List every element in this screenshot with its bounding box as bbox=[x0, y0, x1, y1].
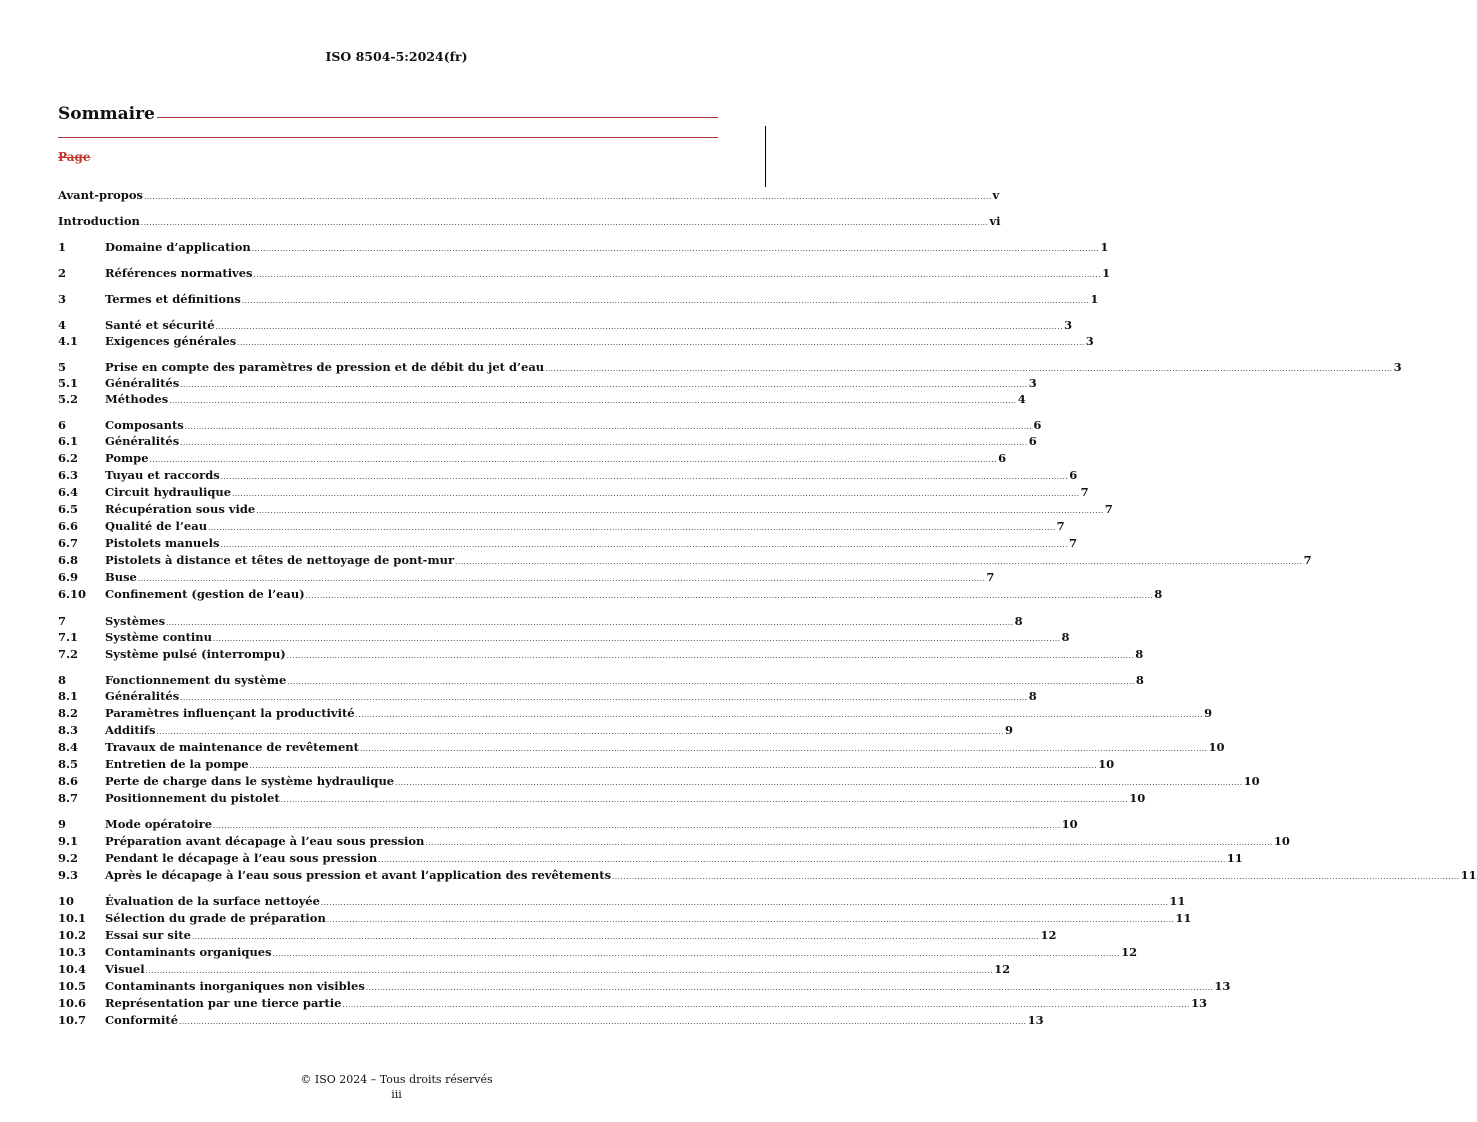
toc-entry-number: 4.1 bbox=[58, 334, 79, 348]
toc-entry[interactable] bbox=[58, 945, 1138, 960]
toc-entry[interactable] bbox=[58, 1013, 1044, 1028]
toc-entry[interactable] bbox=[58, 214, 1001, 229]
toc-dot-leader: ............................................................................................................................................................................................................................................................................................................ bbox=[287, 678, 1135, 686]
toc-entry-label: Paramètres influençant la productivité bbox=[105, 706, 355, 720]
toc-entry-page: 12 bbox=[994, 962, 1011, 976]
toc-entry-page: 6 bbox=[998, 451, 1007, 465]
toc-entry-number: 10.2 bbox=[58, 928, 87, 942]
toc-entry[interactable] bbox=[58, 774, 1260, 789]
toc-entry[interactable] bbox=[58, 962, 1011, 977]
toc-entry-number: 9 bbox=[58, 817, 67, 831]
toc-entry[interactable] bbox=[58, 536, 1077, 551]
toc-entry[interactable] bbox=[58, 757, 1115, 772]
toc-entry-number: 7 bbox=[58, 614, 67, 628]
toc-dot-leader: ............................................................................................................................................................................................................................................................................................................ bbox=[213, 635, 1061, 643]
toc-dot-leader: ............................................................................................................................................................................................................................................................................................................ bbox=[220, 541, 1068, 549]
toc-entry[interactable] bbox=[58, 451, 1007, 466]
toc-entry-page: 3 bbox=[1028, 376, 1037, 390]
toc-entry[interactable] bbox=[58, 928, 1057, 943]
toc-entry[interactable] bbox=[58, 647, 1144, 662]
toc-dot-leader: ............................................................................................................................................................................................................................................................................................................ bbox=[184, 423, 1033, 431]
toc-entry-label: Santé et sécurité bbox=[105, 318, 215, 332]
toc-dot-leader: ............................................................................................................................................................................................................................................................................................................ bbox=[612, 873, 1460, 881]
toc-entry[interactable] bbox=[58, 434, 1037, 449]
toc-entry-page: 7 bbox=[1104, 502, 1113, 516]
toc-entry[interactable] bbox=[58, 630, 1070, 645]
toc-dot-leader: ............................................................................................................................................................................................................................................................................................................ bbox=[251, 245, 1100, 253]
toc-entry-number: 8 bbox=[58, 673, 67, 687]
toc-dot-leader: ............................................................................................................................................................................................................................................................................................................ bbox=[215, 323, 1064, 331]
toc-entry-page: 13 bbox=[1214, 979, 1231, 993]
toc-entry[interactable] bbox=[58, 519, 1065, 534]
toc-entry-page: 12 bbox=[1121, 945, 1138, 959]
toc-entry-page: 11 bbox=[1175, 911, 1192, 925]
toc-entry[interactable] bbox=[58, 502, 1113, 517]
toc-entry[interactable] bbox=[58, 553, 1312, 568]
toc-entry[interactable] bbox=[58, 468, 1078, 483]
toc-entry[interactable] bbox=[58, 360, 1402, 375]
document-id-header: ISO 8504-5:2024(fr) bbox=[325, 49, 468, 64]
toc-dot-leader: ............................................................................................................................................................................................................................................................................................................ bbox=[256, 507, 1104, 515]
toc-entry[interactable] bbox=[58, 791, 1146, 806]
toc-entry[interactable] bbox=[58, 817, 1078, 832]
contents-title: Sommaire bbox=[58, 104, 155, 124]
toc-dot-leader: ............................................................................................................................................................................................................................................................................................................ bbox=[180, 381, 1028, 389]
toc-dot-leader: ............................................................................................................................................................................................................................................................................................................ bbox=[326, 916, 1175, 924]
toc-entry[interactable] bbox=[58, 392, 1026, 407]
toc-entry[interactable] bbox=[58, 334, 1094, 349]
toc-entry-label: Domaine d’application bbox=[105, 240, 251, 254]
toc-entry[interactable] bbox=[58, 851, 1243, 866]
toc-entry-page: 8 bbox=[1028, 689, 1037, 703]
toc-entry-label: Positionnement du pistolet bbox=[105, 791, 280, 805]
toc-entry[interactable] bbox=[58, 740, 1225, 755]
toc-entry-page: 8 bbox=[1135, 647, 1144, 661]
toc-entry-number: 8.2 bbox=[58, 706, 79, 720]
toc-entry-label: Termes et définitions bbox=[105, 292, 241, 306]
toc-entry-page: 7 bbox=[1056, 519, 1065, 533]
toc-entry-label: Récupération sous vide bbox=[105, 502, 256, 516]
toc-entry[interactable] bbox=[58, 292, 1099, 307]
toc-entry-page: 10 bbox=[1243, 774, 1260, 788]
toc-entry-number: 5 bbox=[58, 360, 67, 374]
toc-entry-number: 6.10 bbox=[58, 587, 87, 601]
toc-entry-label: Contaminants inorganiques non visibles bbox=[105, 979, 365, 993]
toc-entry-page: 1 bbox=[1100, 240, 1109, 254]
toc-entry[interactable] bbox=[58, 485, 1089, 500]
toc-entry[interactable] bbox=[58, 376, 1037, 391]
toc-entry-number: 7.1 bbox=[58, 630, 79, 644]
toc-entry-page: 4 bbox=[1017, 392, 1026, 406]
toc-entry-page: 3 bbox=[1393, 360, 1402, 374]
toc-entry[interactable] bbox=[58, 996, 1207, 1011]
toc-dot-leader: ............................................................................................................................................................................................................................................................................................................ bbox=[180, 694, 1028, 702]
toc-entry-number: 6.3 bbox=[58, 468, 79, 482]
toc-entry-label: Généralités bbox=[105, 376, 180, 390]
toc-entry-page: 10 bbox=[1273, 834, 1290, 848]
toc-entry-page: 10 bbox=[1208, 740, 1225, 754]
toc-entry-number: 6.6 bbox=[58, 519, 79, 533]
toc-entry-number: 1 bbox=[58, 240, 67, 254]
toc-entry-page: 13 bbox=[1190, 996, 1207, 1010]
toc-dot-leader: ............................................................................................................................................................................................................................................................................................................ bbox=[145, 967, 994, 975]
toc-entry[interactable] bbox=[58, 587, 1163, 602]
toc-dot-leader: ............................................................................................................................................................................................................................................................................................................ bbox=[359, 745, 1208, 753]
toc-entry-label: Pistolets manuels bbox=[105, 536, 220, 550]
toc-entry-label: Représentation par une tierce partie bbox=[105, 996, 342, 1010]
toc-entry-page: 8 bbox=[1154, 587, 1163, 601]
toc-entry-page: 6 bbox=[1033, 418, 1042, 432]
toc-entry-number: 4 bbox=[58, 318, 67, 332]
toc-entry-label: Prise en compte des paramètres de pression et de débit du jet d’eau bbox=[105, 360, 545, 374]
toc-entry-number: 5.2 bbox=[58, 392, 79, 406]
toc-entry-page: vi bbox=[989, 214, 1001, 228]
toc-entry[interactable] bbox=[58, 188, 1000, 203]
toc-entry-number: 8.5 bbox=[58, 757, 79, 771]
toc-dot-leader: ............................................................................................................................................................................................................................................................................................................ bbox=[425, 839, 1273, 847]
toc-entry-page: 7 bbox=[1068, 536, 1077, 550]
toc-entry-label: Références normatives bbox=[105, 266, 253, 280]
toc-entry-page: 3 bbox=[1085, 334, 1094, 348]
toc-entry[interactable] bbox=[58, 868, 1477, 883]
toc-entry-label: Tuyau et raccords bbox=[105, 468, 220, 482]
toc-dot-leader: ............................................................................................................................................................................................................................................................................................................ bbox=[286, 652, 1135, 660]
toc-dot-leader: ............................................................................................................................................................................................................................................................................................................ bbox=[355, 711, 1204, 719]
toc-dot-leader: ............................................................................................................................................................................................................................................................................................................ bbox=[253, 271, 1102, 279]
toc-entry-label: Avant-propos bbox=[58, 188, 143, 202]
page-column-label: Page bbox=[58, 150, 91, 164]
toc-entry-label: Additifs bbox=[105, 723, 156, 737]
toc-dot-leader: ............................................................................................................................................................................................................................................................................................................ bbox=[169, 397, 1017, 405]
toc-entry-number: 10.5 bbox=[58, 979, 87, 993]
toc-entry-page: 7 bbox=[1080, 485, 1089, 499]
toc-entry-label: Pistolets à distance et têtes de nettoyage de pont-mur bbox=[105, 553, 455, 567]
toc-entry-label: Introduction bbox=[58, 214, 140, 228]
toc-dot-leader: ............................................................................................................................................................................................................................................................................................................ bbox=[232, 490, 1080, 498]
toc-entry[interactable] bbox=[58, 318, 1073, 333]
toc-entry-label: Composants bbox=[105, 418, 184, 432]
toc-entry[interactable] bbox=[58, 614, 1023, 629]
toc-dot-leader: ............................................................................................................................................................................................................................................................................................................ bbox=[280, 796, 1129, 804]
toc-dot-leader: ............................................................................................................................................................................................................................................................................................................ bbox=[365, 984, 1214, 992]
toc-entry-page: 11 bbox=[1226, 851, 1243, 865]
toc-entry[interactable] bbox=[58, 673, 1144, 688]
toc-entry[interactable] bbox=[58, 979, 1231, 994]
toc-dot-leader: ............................................................................................................................................................................................................................................................................................................ bbox=[545, 365, 1393, 373]
toc-dot-leader: ............................................................................................................................................................................................................................................................................................................ bbox=[144, 193, 992, 201]
toc-entry[interactable] bbox=[58, 266, 1111, 281]
toc-entry-label: Généralités bbox=[105, 434, 180, 448]
toc-entry-page: 9 bbox=[1005, 723, 1014, 737]
toc-dot-leader: ............................................................................................................................................................................................................................................................................................................ bbox=[140, 219, 989, 227]
toc-entry[interactable] bbox=[58, 240, 1109, 255]
toc-entry-label: Pompe bbox=[105, 451, 149, 465]
toc-entry-number: 10.1 bbox=[58, 911, 87, 925]
toc-dot-leader: ............................................................................................................................................................................................................................................................................................................ bbox=[179, 1018, 1027, 1026]
toc-entry-page: 1 bbox=[1090, 292, 1099, 306]
toc-entry-page: v bbox=[992, 188, 1000, 202]
toc-entry-label: Qualité de l’eau bbox=[105, 519, 208, 533]
toc-dot-leader: ............................................................................................................................................................................................................................................................................................................ bbox=[342, 1001, 1190, 1009]
toc-entry[interactable] bbox=[58, 723, 1014, 738]
toc-dot-leader: ............................................................................................................................................................................................................................................................................................................ bbox=[166, 619, 1014, 627]
toc-entry-number: 10 bbox=[58, 894, 75, 908]
toc-entry-page: 11 bbox=[1460, 868, 1477, 882]
toc-entry-label: Visuel bbox=[105, 962, 145, 976]
toc-entry-page: 10 bbox=[1129, 791, 1146, 805]
toc-entry-label: Système pulsé (interrompu) bbox=[105, 647, 286, 661]
toc-entry-label: Systèmes bbox=[105, 614, 166, 628]
toc-entry-number: 6 bbox=[58, 418, 67, 432]
toc-entry-number: 6.2 bbox=[58, 451, 79, 465]
toc-dot-leader: ............................................................................................................................................................................................................................................................................................................ bbox=[208, 524, 1056, 532]
toc-entry-label: Évaluation de la surface nettoyée bbox=[105, 894, 320, 908]
toc-entry-label: Circuit hydraulique bbox=[105, 485, 232, 499]
toc-entry-label: Après le décapage à l’eau sous pression et avant l’application des revêtements bbox=[105, 868, 612, 882]
toc-entry-label: Perte de charge dans le système hydraulique bbox=[105, 774, 395, 788]
toc-entry-number: 5.1 bbox=[58, 376, 79, 390]
toc-entry-number: 7.2 bbox=[58, 647, 79, 661]
toc-entry-label: Essai sur site bbox=[105, 928, 191, 942]
toc-entry-page: 6 bbox=[1028, 434, 1037, 448]
toc-entry-label: Méthodes bbox=[105, 392, 169, 406]
toc-entry-number: 10.7 bbox=[58, 1013, 87, 1027]
toc-entry[interactable] bbox=[58, 894, 1186, 909]
toc-entry-label: Mode opératoire bbox=[105, 817, 213, 831]
toc-entry[interactable] bbox=[58, 706, 1213, 721]
toc-entry-label: Confinement (gestion de l’eau) bbox=[105, 587, 305, 601]
toc-dot-leader: ............................................................................................................................................................................................................................................................................................................ bbox=[180, 439, 1028, 447]
toc-dot-leader: ............................................................................................................................................................................................................................................................................................................ bbox=[149, 456, 998, 464]
toc-entry-page: 8 bbox=[1014, 614, 1023, 628]
toc-entry-number: 8.3 bbox=[58, 723, 79, 737]
toc-entry-number: 6.1 bbox=[58, 434, 79, 448]
toc-dot-leader: ............................................................................................................................................................................................................................................................................................................ bbox=[220, 473, 1069, 481]
toc-entry-number: 9.2 bbox=[58, 851, 79, 865]
toc-entry-label: Buse bbox=[105, 570, 137, 584]
toc-entry[interactable] bbox=[58, 911, 1192, 926]
toc-dot-leader: ............................................................................................................................................................................................................................................................................................................ bbox=[378, 856, 1226, 864]
toc-dot-leader: ............................................................................................................................................................................................................................................................................................................ bbox=[272, 950, 1121, 958]
toc-entry[interactable] bbox=[58, 418, 1042, 433]
page-number: iii bbox=[391, 1088, 402, 1101]
copyright-notice: © ISO 2024 – Tous droits réservés bbox=[300, 1073, 493, 1086]
toc-entry-number: 6.8 bbox=[58, 553, 79, 567]
toc-entry-page: 7 bbox=[986, 570, 995, 584]
toc-entry-page: 1 bbox=[1102, 266, 1111, 280]
toc-entry-number: 8.6 bbox=[58, 774, 79, 788]
toc-entry[interactable] bbox=[58, 689, 1037, 704]
toc-entry-number: 10.6 bbox=[58, 996, 87, 1010]
toc-entry-label: Pendant le décapage à l’eau sous pression bbox=[105, 851, 378, 865]
toc-entry-page: 3 bbox=[1064, 318, 1073, 332]
toc-entry-number: 6.7 bbox=[58, 536, 79, 550]
toc-entry-number: 8.7 bbox=[58, 791, 79, 805]
toc-entry-label: Sélection du grade de préparation bbox=[105, 911, 326, 925]
toc-entry-number: 9.1 bbox=[58, 834, 79, 848]
toc-entry-label: Système continu bbox=[105, 630, 213, 644]
toc-entry[interactable] bbox=[58, 834, 1290, 849]
toc-entry-number: 8.1 bbox=[58, 689, 79, 703]
toc-entry-number: 8.4 bbox=[58, 740, 79, 754]
toc-entry-number: 6.9 bbox=[58, 570, 79, 584]
toc-entry-number: 10.3 bbox=[58, 945, 87, 959]
toc-dot-leader: ............................................................................................................................................................................................................................................................................................................ bbox=[320, 899, 1169, 907]
toc-dot-leader: ............................................................................................................................................................................................................................................................................................................ bbox=[305, 592, 1154, 600]
toc-dot-leader: ............................................................................................................................................................................................................................................................................................................ bbox=[455, 558, 1303, 566]
toc-entry-number: 6.5 bbox=[58, 502, 79, 516]
toc-entry-label: Préparation avant décapage à l’eau sous pression bbox=[105, 834, 425, 848]
toc-entry-number: 9.3 bbox=[58, 868, 79, 882]
toc-entry-label: Conformité bbox=[105, 1013, 179, 1027]
toc-dot-leader: ............................................................................................................................................................................................................................................................................................................ bbox=[249, 762, 1098, 770]
toc-entry-page: 6 bbox=[1069, 468, 1078, 482]
toc-dot-leader: ............................................................................................................................................................................................................................................................................................................ bbox=[213, 822, 1061, 830]
toc-entry-number: 2 bbox=[58, 266, 67, 280]
toc-entry-label: Travaux de maintenance de revêtement bbox=[105, 740, 359, 754]
toc-dot-leader: ............................................................................................................................................................................................................................................................................................................ bbox=[237, 339, 1085, 347]
toc-dot-leader: ............................................................................................................................................................................................................................................................................................................ bbox=[191, 933, 1040, 941]
toc-entry-label: Généralités bbox=[105, 689, 180, 703]
toc-entry-label: Contaminants organiques bbox=[105, 945, 272, 959]
page-footer bbox=[0, 1072, 793, 1102]
toc-entry-page: 8 bbox=[1061, 630, 1070, 644]
toc-entry-label: Exigences générales bbox=[105, 334, 237, 348]
toc-entry-page: 10 bbox=[1061, 817, 1078, 831]
toc-entry-number: 3 bbox=[58, 292, 67, 306]
toc-dot-leader: ............................................................................................................................................................................................................................................................................................................ bbox=[156, 728, 1005, 736]
toc-entry-page: 9 bbox=[1204, 706, 1213, 720]
toc-entry-page: 12 bbox=[1040, 928, 1057, 942]
toc-entry-page: 8 bbox=[1135, 673, 1144, 687]
toc-entry-page: 7 bbox=[1303, 553, 1312, 567]
toc-entry-page: 10 bbox=[1098, 757, 1115, 771]
toc-entry-number: 6.4 bbox=[58, 485, 79, 499]
toc-entry[interactable] bbox=[58, 570, 995, 585]
toc-dot-leader: ............................................................................................................................................................................................................................................................................................................ bbox=[137, 575, 986, 583]
toc-entry-page: 11 bbox=[1169, 894, 1186, 908]
toc-entry-number: 10.4 bbox=[58, 962, 87, 976]
toc-entry-label: Fonctionnement du système bbox=[105, 673, 287, 687]
toc-dot-leader: ............................................................................................................................................................................................................................................................................................................ bbox=[395, 779, 1243, 787]
toc-entry-page: 13 bbox=[1027, 1013, 1044, 1027]
toc-dot-leader: ............................................................................................................................................................................................................................................................................................................ bbox=[241, 297, 1090, 305]
toc-entry-label: Entretien de la pompe bbox=[105, 757, 249, 771]
